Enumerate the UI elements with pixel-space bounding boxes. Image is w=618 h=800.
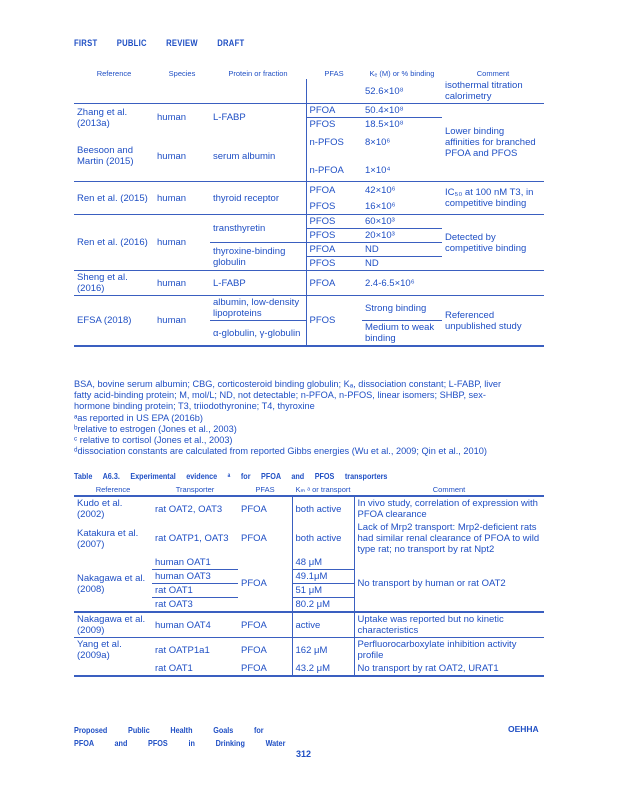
pfas-cell: PFOS (306, 257, 362, 271)
species-cell: human (154, 296, 210, 347)
reference-cell: Kudo et al. (2002) (74, 496, 152, 521)
transporter-cell: human OAT4 (152, 612, 238, 638)
pfas-cell: PFOA (306, 182, 362, 199)
comment-cell: In vivo study, correlation of expression with PFOA clearance (354, 496, 544, 521)
comment-cell: IC₅₀ at 100 nM T3, in competitive binding (442, 182, 544, 215)
table-row (74, 612, 544, 638)
protein-cell: L-FABP (210, 104, 306, 132)
table-footnotes (74, 379, 554, 457)
pfas-cell: PFOA (241, 578, 267, 589)
kd-value: 1×10⁴ (365, 164, 391, 176)
footer-line: Proposed Public Health Goals for (74, 725, 264, 735)
col-km: Kₘ ᵃ or transport (295, 485, 351, 494)
reference-cell: Nakagawa et al. (2009) (74, 612, 152, 638)
footer-title (74, 724, 285, 750)
reference-cell: Zhang et al. (2013a) (74, 104, 154, 132)
pfas-cell: PFOA (238, 496, 292, 521)
species-cell: human (154, 215, 210, 271)
reference-cell: Katakura et al. (2007) (77, 527, 139, 550)
species-cell: human (154, 271, 210, 296)
table-row (74, 638, 544, 663)
reference-cell: Ren et al. (2015) (74, 182, 154, 215)
kd-value: Medium to weak binding (365, 322, 435, 344)
table-header-row (74, 484, 544, 496)
transporter-cell: human OAT1 (152, 556, 238, 570)
table-row (74, 215, 544, 229)
km-value: both active (292, 521, 354, 556)
km-value: 43.2 μM (292, 662, 354, 676)
species-cell: human (157, 150, 187, 162)
kd-value: 8×10⁶ (365, 136, 391, 148)
kd-value: 2.4-6.5×10⁶ (362, 271, 442, 296)
table-row (74, 182, 544, 199)
pfas-cell: PFOA (241, 533, 267, 544)
km-value: 48 μM (292, 556, 354, 570)
pfas-cell: PFOA (306, 271, 362, 296)
transporter-cell: rat OAT1 (155, 663, 193, 674)
table-row (74, 104, 544, 118)
table-header-row (74, 68, 544, 79)
km-value: 49.1μM (292, 570, 354, 584)
col-reference: Reference (96, 69, 132, 78)
footnote: BSA, bovine serum albumin; CBG, corticosteroid binding globulin; Kₐ, dissociation constant; L-FABP, liver (74, 379, 502, 389)
transporter-cell: rat OAT3 (155, 599, 193, 610)
footnote: hormone binding protein; T3, triiodothyronine; T4, thyroxine (74, 401, 315, 412)
comment-cell: Detected by competitive binding (442, 215, 544, 271)
col-pfas: PFAS (255, 485, 275, 494)
comment-cell: Uptake was reported but no kinetic characteristics (354, 612, 544, 638)
species-cell: human (154, 104, 210, 132)
footnote: ᵇrelative to estrogen (Jones et al., 2003) (74, 423, 237, 434)
protein-cell: transthyretin (210, 215, 306, 243)
comment-cell: Lack of Mrp2 transport: Mrp2-deficient rats had similar renal clearance of PFOA to wild type rat; no transport by rat Npt2 (354, 521, 544, 556)
pfas-cell: PFOS (306, 229, 362, 243)
col-reference: Reference (95, 485, 131, 494)
comment-cell: Lower binding affinities for branched PFOA and PFOS (442, 104, 544, 182)
reference-cell: Yang et al. (2009a) (74, 638, 152, 663)
binding-table (74, 68, 544, 347)
pfas-cell: PFOA (241, 663, 267, 674)
pfas-cell: PFOA (306, 104, 362, 118)
pfas-cell: PFOA (306, 243, 362, 257)
protein-cell: serum albumin (213, 150, 276, 162)
pfas-cell: PFOS (306, 118, 362, 132)
protein-cell: α-globulin, γ-globulin (213, 327, 301, 339)
table-row (74, 662, 544, 676)
reference-cell: Sheng et al. (2016) (74, 271, 154, 296)
km-value: active (292, 612, 354, 638)
pfas-cell: n-PFOS (306, 131, 362, 153)
km-value: 162 μM (292, 638, 354, 663)
km-value: 51 μM (292, 584, 354, 598)
comment-cell: No transport by human or rat OAT2 (354, 556, 544, 612)
table-row (74, 556, 544, 570)
table-caption: Table A6.3. Experimental evidence ᵃ for PFOA and PFOS transporters (74, 471, 388, 481)
pfas-cell: PFOA (238, 612, 292, 638)
kd-value: ND (362, 257, 442, 271)
footer-line: PFOA and PFOS in Drinking Water (74, 738, 286, 748)
kd-value: Strong binding (362, 296, 442, 321)
col-transporter: Transporter (175, 485, 215, 494)
col-pfas: PFAS (324, 69, 344, 78)
table-row (74, 271, 544, 296)
footer-agency: OEHHA (508, 724, 539, 734)
footnote: ᵈdissociation constants are calculated from reported Gibbs energies (Wu et al., 2009; Qin et al., 2010) (74, 446, 487, 457)
transporter-cell: rat OAT1 (152, 584, 238, 598)
kd-value: ND (362, 243, 442, 257)
pfas-cell: PFOA (238, 638, 292, 663)
col-species: Species (168, 69, 196, 78)
km-value: 80.2 μM (292, 598, 354, 613)
table-row (74, 296, 544, 321)
kd-value: 20×10³ (362, 229, 442, 243)
reference-cell: Ren et al. (2016) (74, 215, 154, 271)
species-cell: human (154, 182, 210, 215)
table-row (74, 496, 544, 521)
transporter-cell: human OAT3 (152, 570, 238, 584)
transporter-table (74, 484, 544, 677)
page-number: 312 (296, 749, 312, 759)
col-comment: Comment (476, 69, 510, 78)
pfas-cell: PFOS (306, 296, 362, 347)
comment-cell: Referenced unpublished study (442, 296, 544, 347)
page-header: FIRST PUBLIC REVIEW DRAFT (74, 38, 245, 48)
footnote: ᵃas reported in US EPA (2016b) (74, 412, 203, 423)
transporter-cell: rat OATP1, OAT3 (155, 533, 229, 544)
footnote: ᶜ relative to cortisol (Jones et al., 2003) (74, 435, 233, 446)
table-row (74, 79, 544, 104)
km-value: both active (292, 496, 354, 521)
reference-cell: Beesoon and Martin (2015) (77, 145, 134, 167)
kd-value: 52.6×10⁸ (365, 85, 404, 97)
kd-value: 42×10⁶ (362, 182, 442, 199)
reference-cell: Nakagawa et al. (2008) (77, 572, 146, 595)
table-row (74, 521, 544, 556)
kd-value: 60×10³ (362, 215, 442, 229)
protein-cell: thyroid receptor (210, 182, 306, 215)
transporter-cell: rat OAT2, OAT3 (152, 496, 238, 521)
col-protein: Protein or fraction (228, 69, 288, 78)
protein-cell: albumin, low-density lipoproteins (210, 296, 306, 321)
protein-cell: L-FABP (210, 271, 306, 296)
comment-cell: Perfluorocarboxylate inhibition activity profile (354, 638, 544, 663)
kd-value: 50.4×10⁸ (362, 104, 442, 118)
footnote: fatty acid-binding protein; M, mol/L; ND, not detectable; n-PFOA, n-PFOS, linear isomers; SHBP, sex- (74, 390, 486, 401)
reference-cell: EFSA (2018) (74, 296, 154, 347)
pfas-cell: n-PFOA (306, 159, 362, 182)
transporter-cell: rat OATP1a1 (152, 638, 238, 663)
protein-cell: thyroxine-binding globulin (210, 243, 306, 271)
col-comment: Comment (432, 485, 466, 494)
pfas-cell: PFOS (306, 215, 362, 229)
pfas-cell: PFOS (306, 198, 362, 215)
col-kd: Kₑ (M) or % binding (369, 69, 435, 78)
comment-cell: No transport by rat OAT2, URAT1 (354, 662, 544, 676)
kd-value: 18.5×10⁸ (362, 118, 442, 132)
comment-cell: isothermal titration calorimetry (445, 80, 523, 102)
kd-value: 16×10⁶ (365, 200, 396, 212)
